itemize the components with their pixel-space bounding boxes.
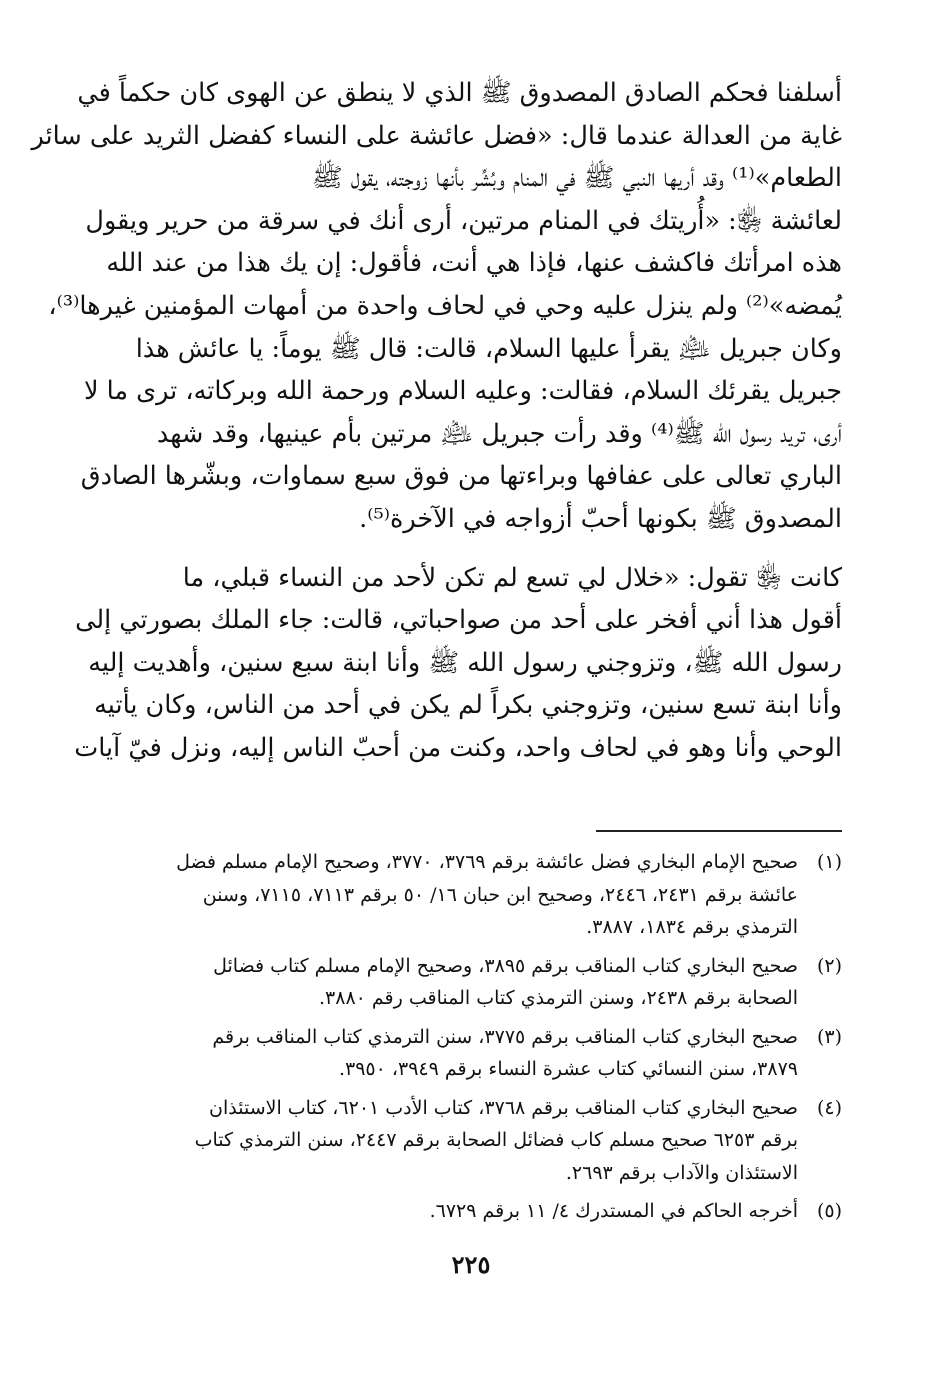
text-line: رسول الله ﷺ، وتزوجني رسول الله ﷺ وأنا ابنة سبع سنين، وأهديت إليه: [88, 647, 842, 678]
page-number: ٢٢٥: [451, 1250, 491, 1279]
footnote-line: صحيح البخاري كتاب المناقب برقم ٣٧٦٨، كتاب الأدب ٦٢٠١، كتاب الاستئذان: [209, 1096, 798, 1119]
footnote: [100, 846, 842, 944]
footnote-line: صحيح الإمام البخاري فضل عائشة برقم ٣٧٦٩، ٣٧٧٠، وصحيح الإمام مسلم فضل: [176, 851, 798, 873]
footnote: [100, 1195, 842, 1228]
footnote-line: الاستئذان والآداب برقم ٢٦٩٣.: [565, 1161, 798, 1184]
text-line: غاية من العدالة عندما قال: «فضل عائشة على النساء كفضل الثريد على سائر: [31, 120, 842, 151]
footnote-line: عائشة برقم ٢٤٣١، ٢٤٤٦، وصحيح ابن حبان ١٦/ ٥٠ برقم ٧١١٣، ٧١١٥، وسنن: [202, 883, 798, 906]
text-line: أرى، تريد رسول الله ﷺ⁽⁴⁾ وقد رأت جبريل ﵇ مرتين بأم عينيها، وقد شهد: [156, 418, 842, 449]
text-line: هذه امرأتك فاكشف عنها، فإذا هي أنت، فأقول: إن يك هذا من عند الله: [106, 248, 842, 279]
text-line: أقول هذا أني أفخر على أحد من صواحباتي، قالت: جاء الملك بصورتي إلى: [75, 605, 842, 636]
footnote-number: (٢): [816, 954, 842, 977]
paragraph: [74, 557, 842, 770]
footnote-number: (٣): [816, 1025, 842, 1048]
text-line: الباري تعالى على عفافها وبراءتها من فوق سبع سماوات، وبشّرها الصادق: [80, 461, 842, 492]
footnote-number: (٥): [816, 1200, 842, 1222]
footnotes: [100, 846, 842, 1234]
footnote-line: ٣٨٧٩، سنن النسائي كتاب عشرة النساء برقم ٣٩٤٩، ٣٩٥٠.: [338, 1058, 798, 1080]
footnote-line: صحيح البخاري كتاب المناقب برقم ٣٧٧٥، سنن الترمذي كتاب المناقب برقم: [212, 1025, 798, 1048]
footnote-line: برقم ٦٢٥٣ صحيح مسلم كاب فضائل الصحابة برقم ٢٤٤٧، سنن الترمذي كتاب: [194, 1129, 798, 1151]
footnote: [100, 950, 842, 1015]
footnote-line: الصحابة برقم ٢٤٣٨، وسنن الترمذي كتاب المناقب رقم ٣٨٨٠.: [319, 987, 798, 1009]
footnote-text: [100, 1195, 798, 1228]
footnote-text: [100, 1092, 798, 1190]
footnote-line: صحيح البخاري كتاب المناقب برقم ٣٨٩٥، وصحيح الإمام مسلم كتاب فضائل: [213, 954, 798, 977]
text-line: وأنا ابنة تسع سنين، وتزوجني بكراً لم يكن في أحد من الناس، وكان يأتيه: [94, 690, 842, 721]
text-line: جبريل يقرئك السلام، فقالت: وعليه السلام ورحمة الله وبركاته، ترى ما لا: [83, 376, 842, 407]
footnote-number: (١): [816, 851, 842, 873]
text-line: الطعام»⁽¹⁾ وقد أريها النبي ﷺ في المنام وبُشِّر بأنها زوجته، يقول ﷺ: [311, 163, 842, 194]
footnote-line: الترمذي برقم ١٨٣٤، ٣٨٨٧.: [586, 916, 798, 938]
text-line: لعائشة ﵂: «أُريتك في المنام مرتين، أرى أنك في سرقة من حرير ويقول: [85, 205, 842, 236]
footnote: [100, 1092, 842, 1190]
text-line: يُمضه»⁽²⁾ ولم ينزل عليه وحي في لحاف واحدة من أمهات المؤمنين غيرها⁽³⁾،: [48, 290, 842, 321]
footnote-text: [100, 1021, 798, 1086]
paragraph: [31, 72, 842, 541]
main-text: [31, 72, 842, 770]
text-line: كانت ﵂ تقول: «خلال لي تسع لم تكن لأحد من النساء قبلي، ما: [182, 562, 842, 593]
footnote-text: [100, 950, 798, 1015]
footnote-line: أخرجه الحاكم في المستدرك ٤/ ١١ برقم ٦٧٢٩.: [429, 1200, 798, 1222]
footnote-separator: [596, 830, 842, 832]
footnote-text: [100, 846, 798, 944]
text-line: أسلفنا فحكم الصادق المصدوق ﷺ الذي لا ينطق عن الهوى كان حكماً في: [77, 78, 842, 108]
text-line: الوحي وأنا وهو في لحاف واحد، وكنت من أحبّ الناس إليه، ونزل فيّ آيات: [74, 732, 842, 763]
footnote-number: (٤): [816, 1096, 842, 1119]
footnote: [100, 1021, 842, 1086]
text-line: المصدوق ﷺ بكونها أحبّ أزواجه في الآخرة⁽⁵⁾.: [359, 503, 842, 534]
text-line: وكان جبريل ﵇ يقرأ عليها السلام، قالت: قال ﷺ يوماً: يا عائش هذا: [135, 333, 842, 364]
